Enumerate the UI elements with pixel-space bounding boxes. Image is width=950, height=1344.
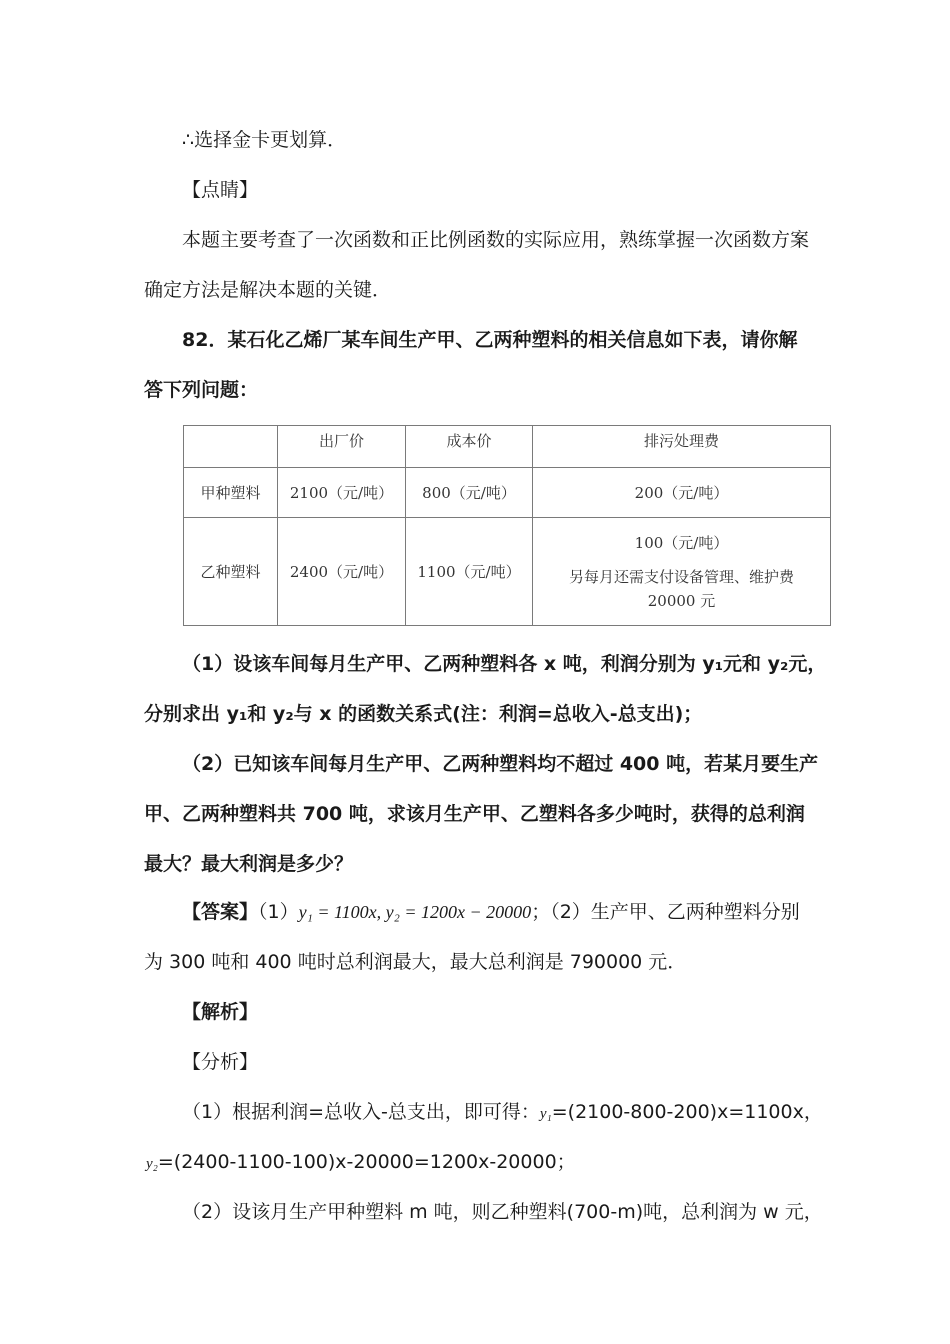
plastics-info-table [183, 425, 831, 626]
table-row [184, 518, 831, 626]
jiexi-heading: 【解析】 [182, 1001, 259, 1023]
table-header-row [184, 426, 831, 468]
analysis-step1-expr: =(2100-800-200)x=1100x， [551, 1101, 823, 1123]
question-2-line-2: 甲、乙两种塑料共 700 吨，求该月生产甲、乙塑料各多少吨时，获得的总利润 [144, 803, 805, 825]
analysis-step1b-expr: =(2400-1100-100)x-20000=1200x-20000； [157, 1151, 576, 1173]
table-header-cost-price: 成本价 [406, 426, 533, 468]
answer-formula: y₁ = 1100x, y₂ = 1200x − 20000 [298, 902, 532, 922]
analysis-step1-var: y₁ [539, 1106, 552, 1122]
table-cell-fee-note: 另每月还需支付设备管理、维护费 [568, 567, 794, 586]
table-cell-fee: 200（元/吨） [533, 468, 831, 518]
analysis-step1b-var: y₂ [146, 1156, 158, 1172]
question-1-line-1: （1）设该车间每月生产甲、乙两种塑料各 x 吨，利润分别为 y₁元和 y₂元， [182, 653, 827, 675]
dianjing-text-1: 本题主要考查了一次函数和正比例函数的实际应用，熟练掌握一次函数方案 [182, 229, 810, 251]
question-2-line-1: （2）已知该车间每月生产甲、乙两种塑料均不超过 400 吨，若某月要生产 [182, 753, 819, 775]
question-2-line-3: 最大？最大利润是多少？ [144, 853, 354, 875]
table-cell-price: 2400（元/吨） [278, 518, 406, 626]
analysis-step1-prefix: （1）根据利润=总收入-总支出，即可得： [182, 1101, 540, 1123]
table-cell-price: 2100（元/吨） [278, 468, 406, 518]
answer-part1-prefix: （1） [258, 901, 299, 923]
analysis-step1-line [182, 1100, 852, 1126]
fenxi-heading: 【分析】 [182, 1051, 259, 1073]
dianjing-text-2: 确定方法是解决本题的关键． [144, 279, 392, 301]
table-cell-fee-note-amount: 20000 元 [647, 591, 716, 610]
table-header-factory-price: 出厂价 [278, 426, 406, 468]
question-82-title-2: 答下列问题： [144, 379, 259, 401]
table-row [184, 468, 831, 518]
answer-line-1 [182, 900, 852, 924]
answer-label: 【答案】 [182, 901, 259, 923]
dianjing-heading: 【点睛】 [182, 179, 259, 201]
table-header-pollution-fee: 排污处理费 [533, 426, 831, 468]
table-cell-fee [533, 518, 831, 626]
analysis-step2-line: （2）设该月生产甲种塑料 m 吨，则乙种塑料(700-m)吨，总利润为 w 元， [182, 1201, 823, 1223]
table-header-empty [184, 426, 278, 468]
table-cell-fee-value: 100（元/吨） [634, 533, 729, 552]
table-cell-cost: 800（元/吨） [406, 468, 533, 518]
question-82-title-1: 82．某石化乙烯厂某车间生产甲、乙两种塑料的相关信息如下表，请你解 [182, 329, 798, 351]
answer-part2: ；（2）生产甲、乙两种塑料分别 [531, 901, 800, 923]
analysis-step1b-line [146, 1150, 816, 1176]
answer-line-2: 为 300 吨和 400 吨时总利润最大，最大总利润是 790000 元． [144, 951, 687, 973]
table-cell-name: 甲种塑料 [184, 468, 278, 518]
table-cell-cost: 1100（元/吨） [406, 518, 533, 626]
conclusion-text: ∴选择金卡更划算． [182, 129, 347, 151]
table-cell-name: 乙种塑料 [184, 518, 278, 626]
question-1-line-2: 分别求出 y₁和 y₂与 x 的函数关系式(注：利润=总收入-总支出)； [144, 703, 703, 725]
